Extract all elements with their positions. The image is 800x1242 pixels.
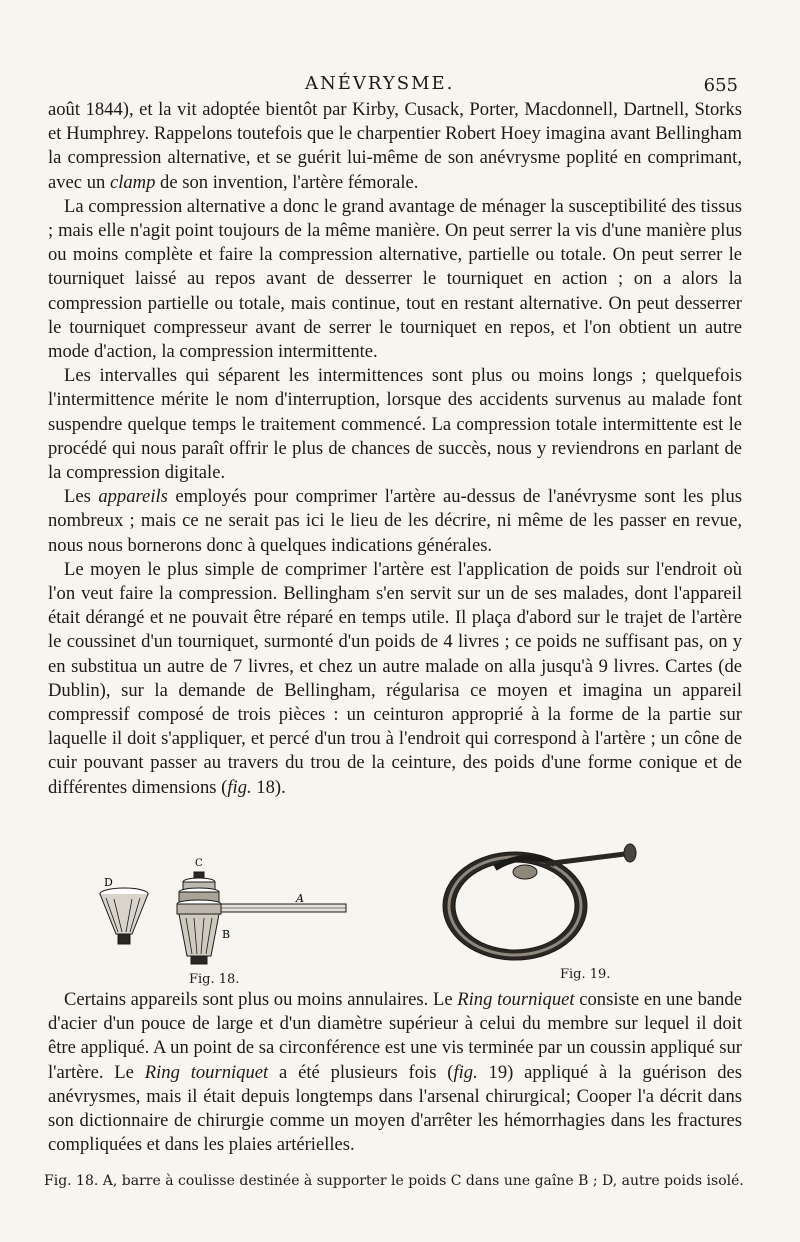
body-text-top — [48, 98, 742, 800]
text-run: employés pour comprimer l'artère au-dessus de l'anévrysme sont les plus nombreux ; mais ce ne serait pas ici le lieu de les décrire, ni même de les passer en revue, nous nous bornerons donc à quelques indications générales. — [48, 486, 742, 556]
figure-19-illustration — [425, 842, 705, 964]
paragraph — [48, 195, 742, 364]
text-run: Les intervalles qui séparent les intermittences sont plus ou moins longs ; quelquefois l'intermittence mérite le nom d'interruption, lorsque des accidents survenus au malade font suspendre quelque temps le traitement commencé. La compression totale intermittente est le procédé qui nous paraît offrir le plus de chances de succès, nous y reviendrons en parlant de la compression digitale. — [48, 365, 742, 484]
italic-run: appareils — [98, 486, 168, 508]
figure-18 — [74, 852, 354, 992]
figure-19-caption: Fig. 19. — [560, 967, 611, 982]
figure-18-illustration — [74, 852, 354, 970]
text-run: Certains appareils sont plus ou moins annulaires. Le — [64, 989, 458, 1010]
body-text-bottom — [48, 988, 742, 1157]
paragraph — [48, 364, 742, 485]
text-run: La compression alternative a donc le grand avantage de ménager la susceptibilité des tissus ; mais elle n'agit point toujours de la même manière. On peut serrer la vis d'une manière plus ou moins complète et faire la compression alternative, partielle ou totale. On peut serrer le tourniquet laissé au repos avant de desserrer le tourniquet en action ; on a alors la compression partielle ou totale, mais continue, tout en restant alternative. On peut desserrer le tourniquet compresseur avant de serrer le tourniquet en repos, et l'on obtient un autre mode d'action, la compression intermittente. — [48, 195, 742, 363]
text-run: 19) appliqué à la guérison des anévrysmes, mais il était depuis longtemps dans l'arsenal chirurgical; Cooper l'a décrit dans son dictionnaire de chirurgie comme un moyen d'arrêter les hémorrhagies dans les fractures compliquées et dans les plaies artérielles. — [48, 1061, 742, 1156]
weight-d-drawing — [100, 888, 148, 944]
italic-run: fig. — [227, 776, 252, 798]
paragraph — [48, 98, 742, 195]
running-head — [50, 73, 740, 97]
label-d: D — [104, 876, 113, 889]
page-title: ANÉVRYSME. — [305, 73, 455, 94]
ring-tourniquet-drawing — [443, 844, 636, 960]
page-number: 655 — [703, 75, 738, 96]
figure-19 — [425, 842, 705, 992]
figure-18-caption: Fig. 18. — [189, 972, 240, 987]
italic-run: Ring tourniquet — [144, 1061, 269, 1083]
sheath-b-drawing — [179, 914, 219, 964]
weight-c-drawing — [177, 872, 221, 914]
bar-a-drawing — [221, 904, 346, 912]
footnote: Fig. 18. A, barre à coulisse destinée à supporter le poids C dans une gaîne B ; D, autre poids isolé. — [44, 1173, 744, 1189]
label-b: B — [222, 928, 231, 941]
text-run: consiste en une bande d'acier d'un pouce de large et d'un diamètre supérieur à celui du membre sur lequel il doit être appliqué. A un point de sa circonférence est une vis terminée par un coussin appliqué sur l'artère. Le — [48, 989, 742, 1083]
paragraph — [48, 988, 742, 1157]
text-run: août 1844), et la vit adoptée bientôt par Kirby, Cusack, Porter, Macdonnell, Dartnell, Storks et Humphrey. Rappelons toutefois que le charpentier Robert Hoey imagina avant Bellingham la compression alternative, et se guérit lui-même de son anévrysme poplité en comprimant, avec un — [48, 99, 742, 193]
text-run: 18). — [251, 776, 286, 798]
italic-run: Ring tourniquet — [457, 989, 575, 1010]
text-run: Le moyen le plus simple de comprimer l'artère est l'application de poids sur l'endroit où l'on veut faire la compression. Bellingham s'en servit sur un de ses malades, dont l'appareil était dérangé et ne pouvait être réparé en temps utile. Il plaça d'abord sur le trajet de l'artère le coussinet d'un tourniquet, surmonté d'un poids de 4 livres ; ce poids ne suffisant pas, on y en substitua un autre de 7 livres, et chez un autre malade on alla jusqu'à 9 livres. Cartes (de Dublin), sur la demande de Bellingham, régularisa ce moyen et imagina un appareil compressif composé de trois pièces : un ceinturon approprié à la forme de la partie sur laquelle il doit s'appliquer, et percé d'un trou à l'endroit qui correspond à l'artère ; un cône de cuir pouvant passer au travers du trou de la ceinture, des poids d'une forme conique et de différentes dimensions ( — [48, 558, 742, 798]
label-c: C — [195, 858, 203, 869]
figures-row — [60, 842, 740, 992]
italic-run: clamp — [109, 171, 156, 193]
text-run: Les — [64, 486, 99, 508]
italic-run: fig. — [453, 1061, 478, 1083]
paragraph — [48, 485, 742, 558]
paragraph — [48, 558, 742, 800]
label-a: A — [296, 892, 304, 905]
text-run: a été plusieurs fois ( — [268, 1061, 454, 1083]
text-run: de son invention, l'artère fémorale. — [155, 171, 419, 193]
